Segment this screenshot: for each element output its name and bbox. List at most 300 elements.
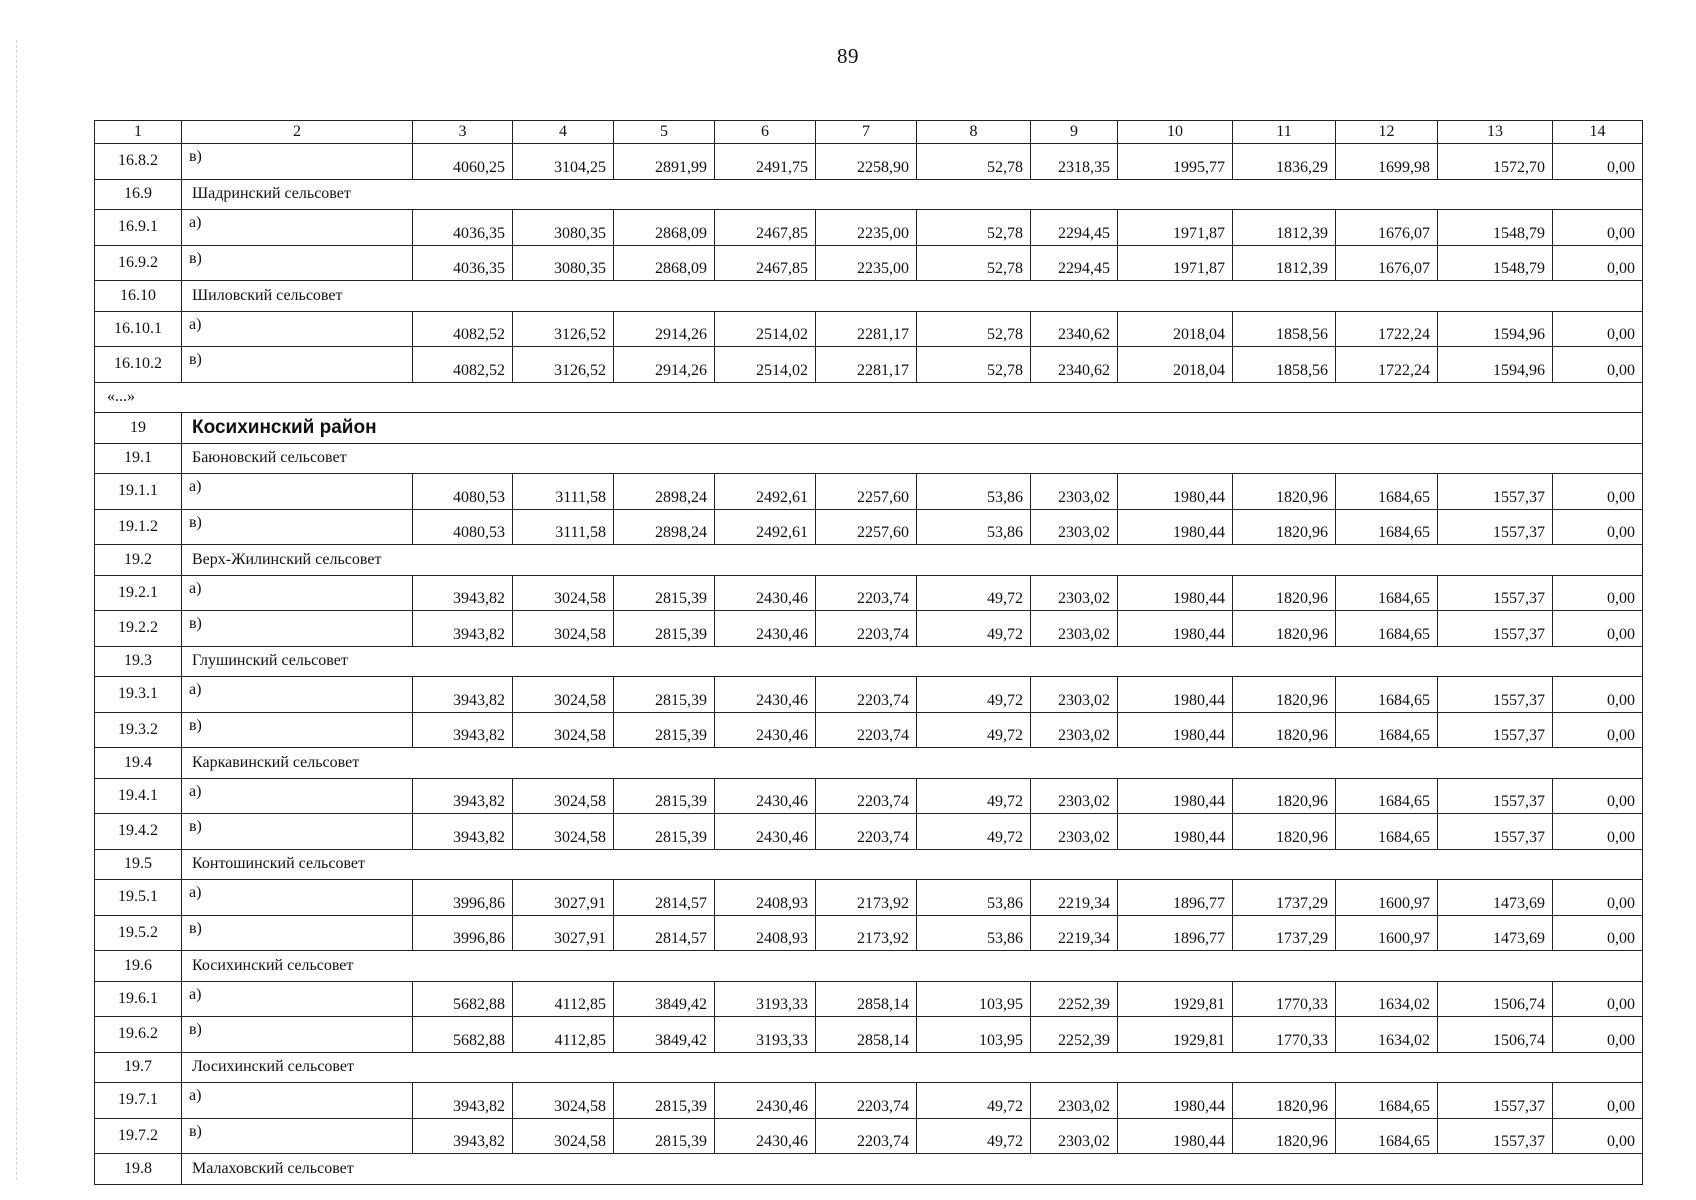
table-row — [95, 1017, 1643, 1053]
value-cell: 3024,58 — [513, 814, 614, 850]
value-cell: 2898,24 — [614, 509, 715, 545]
value-cell: 2203,74 — [816, 1083, 917, 1119]
value-cell: 0,00 — [1553, 611, 1643, 647]
value-cell: 3024,58 — [513, 778, 614, 814]
value-cell: 2815,39 — [614, 611, 715, 647]
value-cell: 4036,35 — [413, 245, 513, 281]
value-cell: 2203,74 — [816, 575, 917, 611]
value-cell: 2318,35 — [1031, 144, 1118, 180]
value-cell: 49,72 — [917, 1118, 1031, 1154]
value-cell: 2235,00 — [816, 210, 917, 246]
value-cell: 2891,99 — [614, 144, 715, 180]
value-cell: 2467,85 — [715, 245, 816, 281]
row-label: а) — [182, 880, 413, 916]
value-cell: 1557,37 — [1438, 575, 1553, 611]
value-cell: 1548,79 — [1438, 245, 1553, 281]
value-cell: 0,00 — [1553, 144, 1643, 180]
value-cell: 2257,60 — [816, 509, 917, 545]
column-number-cell: 13 — [1438, 121, 1553, 144]
ellipsis-row — [95, 382, 1643, 413]
row-number: 19.5.1 — [95, 880, 182, 916]
value-cell: 2492,61 — [715, 509, 816, 545]
value-cell: 1634,02 — [1336, 981, 1438, 1017]
row-number: 19.6.2 — [95, 1017, 182, 1053]
column-number-header-row — [95, 121, 1643, 144]
value-cell: 1557,37 — [1438, 778, 1553, 814]
group-number: 19.4 — [95, 748, 182, 779]
value-cell: 3943,82 — [413, 1118, 513, 1154]
value-cell: 49,72 — [917, 575, 1031, 611]
row-label: в) — [182, 347, 413, 383]
tariff-table — [94, 120, 1643, 1185]
value-cell: 2430,46 — [715, 1118, 816, 1154]
row-number: 19.2.1 — [95, 575, 182, 611]
value-cell: 1929,81 — [1118, 981, 1233, 1017]
row-label: а) — [182, 677, 413, 713]
row-number: 19.3.2 — [95, 712, 182, 748]
column-number-cell: 9 — [1031, 121, 1118, 144]
row-number: 19.6.1 — [95, 981, 182, 1017]
council-header-row — [95, 646, 1643, 677]
value-cell: 1684,65 — [1336, 814, 1438, 850]
value-cell: 0,00 — [1553, 347, 1643, 383]
row-label: а) — [182, 981, 413, 1017]
value-cell: 0,00 — [1553, 509, 1643, 545]
value-cell: 103,95 — [917, 1017, 1031, 1053]
value-cell: 2294,45 — [1031, 245, 1118, 281]
value-cell: 0,00 — [1553, 575, 1643, 611]
row-label: в) — [182, 814, 413, 850]
value-cell: 1684,65 — [1336, 712, 1438, 748]
value-cell: 2408,93 — [715, 915, 816, 951]
row-label: а) — [182, 311, 413, 347]
value-cell: 49,72 — [917, 1083, 1031, 1119]
row-label: в) — [182, 712, 413, 748]
row-label: в) — [182, 915, 413, 951]
value-cell: 3111,58 — [513, 474, 614, 510]
value-cell: 2203,74 — [816, 712, 917, 748]
value-cell: 2868,09 — [614, 245, 715, 281]
table-row — [95, 210, 1643, 246]
value-cell: 2294,45 — [1031, 210, 1118, 246]
value-cell: 2815,39 — [614, 1083, 715, 1119]
value-cell: 3193,33 — [715, 981, 816, 1017]
value-cell: 2303,02 — [1031, 611, 1118, 647]
value-cell: 2173,92 — [816, 915, 917, 951]
value-cell: 1820,96 — [1233, 712, 1336, 748]
row-number: 19.7.1 — [95, 1083, 182, 1119]
value-cell: 1600,97 — [1336, 915, 1438, 951]
value-cell: 2203,74 — [816, 778, 917, 814]
value-cell: 52,78 — [917, 245, 1031, 281]
value-cell: 1820,96 — [1233, 814, 1336, 850]
value-cell: 1684,65 — [1336, 677, 1438, 713]
value-cell: 2815,39 — [614, 575, 715, 611]
value-cell: 1684,65 — [1336, 611, 1438, 647]
value-cell: 1770,33 — [1233, 1017, 1336, 1053]
value-cell: 3996,86 — [413, 880, 513, 916]
value-cell: 2219,34 — [1031, 915, 1118, 951]
value-cell: 1980,44 — [1118, 1083, 1233, 1119]
value-cell: 1548,79 — [1438, 210, 1553, 246]
value-cell: 2430,46 — [715, 712, 816, 748]
value-cell: 52,78 — [917, 144, 1031, 180]
value-cell: 2018,04 — [1118, 311, 1233, 347]
value-cell: 2018,04 — [1118, 347, 1233, 383]
row-label: в) — [182, 509, 413, 545]
value-cell: 2814,57 — [614, 880, 715, 916]
row-number: 16.9.1 — [95, 210, 182, 246]
table-row — [95, 1083, 1643, 1119]
value-cell: 52,78 — [917, 347, 1031, 383]
value-cell: 2203,74 — [816, 677, 917, 713]
value-cell: 1722,24 — [1336, 311, 1438, 347]
row-number: 16.8.2 — [95, 144, 182, 180]
value-cell: 52,78 — [917, 311, 1031, 347]
value-cell: 4080,53 — [413, 474, 513, 510]
column-number-cell: 11 — [1233, 121, 1336, 144]
table-row — [95, 575, 1643, 611]
value-cell: 0,00 — [1553, 814, 1643, 850]
value-cell: 1980,44 — [1118, 575, 1233, 611]
value-cell: 1600,97 — [1336, 880, 1438, 916]
value-cell: 4112,85 — [513, 981, 614, 1017]
council-header-row — [95, 179, 1643, 210]
row-number: 19.5.2 — [95, 915, 182, 951]
value-cell: 2430,46 — [715, 814, 816, 850]
value-cell: 3024,58 — [513, 712, 614, 748]
value-cell: 103,95 — [917, 981, 1031, 1017]
row-label: в) — [182, 1017, 413, 1053]
table-row — [95, 509, 1643, 545]
value-cell: 1820,96 — [1233, 1083, 1336, 1119]
value-cell: 1473,69 — [1438, 880, 1553, 916]
value-cell: 3943,82 — [413, 611, 513, 647]
value-cell: 3080,35 — [513, 245, 614, 281]
value-cell: 3849,42 — [614, 981, 715, 1017]
value-cell: 1820,96 — [1233, 1118, 1336, 1154]
group-number: 19.5 — [95, 849, 182, 880]
group-title: Косихинский сельсовет — [182, 951, 1643, 982]
row-number: 19.3.1 — [95, 677, 182, 713]
value-cell: 2303,02 — [1031, 1118, 1118, 1154]
column-number-cell: 14 — [1553, 121, 1643, 144]
column-number-cell: 3 — [413, 121, 513, 144]
value-cell: 2340,62 — [1031, 311, 1118, 347]
column-number-cell: 5 — [614, 121, 715, 144]
value-cell: 3024,58 — [513, 1118, 614, 1154]
value-cell: 2430,46 — [715, 778, 816, 814]
value-cell: 0,00 — [1553, 1017, 1643, 1053]
table-row — [95, 611, 1643, 647]
column-number-cell: 1 — [95, 121, 182, 144]
value-cell: 49,72 — [917, 677, 1031, 713]
value-cell: 1812,39 — [1233, 245, 1336, 281]
value-cell: 3996,86 — [413, 915, 513, 951]
value-cell: 1980,44 — [1118, 611, 1233, 647]
value-cell: 2815,39 — [614, 677, 715, 713]
column-number-cell: 2 — [182, 121, 413, 144]
value-cell: 3027,91 — [513, 915, 614, 951]
value-cell: 2514,02 — [715, 347, 816, 383]
value-cell: 2203,74 — [816, 814, 917, 850]
value-cell: 1820,96 — [1233, 677, 1336, 713]
group-title: Малаховский сельсовет — [182, 1154, 1643, 1185]
value-cell: 1557,37 — [1438, 677, 1553, 713]
value-cell: 1812,39 — [1233, 210, 1336, 246]
row-label: в) — [182, 144, 413, 180]
group-number: 16.10 — [95, 281, 182, 312]
council-header-row — [95, 951, 1643, 982]
value-cell: 1820,96 — [1233, 575, 1336, 611]
table-row — [95, 915, 1643, 951]
value-cell: 1980,44 — [1118, 677, 1233, 713]
table-row — [95, 474, 1643, 510]
value-cell: 2914,26 — [614, 347, 715, 383]
row-label: а) — [182, 474, 413, 510]
value-cell: 1980,44 — [1118, 712, 1233, 748]
table-row — [95, 981, 1643, 1017]
value-cell: 0,00 — [1553, 981, 1643, 1017]
row-number: 19.4.2 — [95, 814, 182, 850]
value-cell: 2303,02 — [1031, 778, 1118, 814]
value-cell: 1995,77 — [1118, 144, 1233, 180]
value-cell: 1557,37 — [1438, 611, 1553, 647]
value-cell: 2303,02 — [1031, 509, 1118, 545]
value-cell: 2252,39 — [1031, 1017, 1118, 1053]
value-cell: 0,00 — [1553, 474, 1643, 510]
value-cell: 4112,85 — [513, 1017, 614, 1053]
value-cell: 0,00 — [1553, 311, 1643, 347]
value-cell: 53,86 — [917, 880, 1031, 916]
value-cell: 1634,02 — [1336, 1017, 1438, 1053]
table-row — [95, 311, 1643, 347]
value-cell: 2303,02 — [1031, 814, 1118, 850]
row-label: а) — [182, 1083, 413, 1119]
value-cell: 1506,74 — [1438, 1017, 1553, 1053]
value-cell: 1980,44 — [1118, 1118, 1233, 1154]
value-cell: 2492,61 — [715, 474, 816, 510]
value-cell: 1594,96 — [1438, 311, 1553, 347]
value-cell: 2303,02 — [1031, 474, 1118, 510]
value-cell: 1684,65 — [1336, 1118, 1438, 1154]
scan-edge-line — [16, 40, 17, 1180]
value-cell: 2491,75 — [715, 144, 816, 180]
group-number: 19.6 — [95, 951, 182, 982]
value-cell: 0,00 — [1553, 1083, 1643, 1119]
value-cell: 1676,07 — [1336, 245, 1438, 281]
value-cell: 1820,96 — [1233, 611, 1336, 647]
row-label: а) — [182, 778, 413, 814]
council-header-row — [95, 443, 1643, 474]
value-cell: 3024,58 — [513, 611, 614, 647]
value-cell: 52,78 — [917, 210, 1031, 246]
value-cell: 3193,33 — [715, 1017, 816, 1053]
table-row — [95, 144, 1643, 180]
group-title: Шиловский сельсовет — [182, 281, 1643, 312]
value-cell: 4082,52 — [413, 347, 513, 383]
group-number: 19.1 — [95, 443, 182, 474]
row-number: 16.10.2 — [95, 347, 182, 383]
value-cell: 1473,69 — [1438, 915, 1553, 951]
row-number: 16.10.1 — [95, 311, 182, 347]
column-number-cell: 8 — [917, 121, 1031, 144]
group-number: 19 — [95, 413, 182, 444]
ellipsis-text: «...» — [95, 382, 1643, 413]
value-cell: 1929,81 — [1118, 1017, 1233, 1053]
value-cell: 4036,35 — [413, 210, 513, 246]
table-row — [95, 245, 1643, 281]
value-cell: 1858,56 — [1233, 347, 1336, 383]
value-cell: 5682,88 — [413, 981, 513, 1017]
value-cell: 5682,88 — [413, 1017, 513, 1053]
group-number: 19.2 — [95, 545, 182, 576]
row-number: 19.7.2 — [95, 1118, 182, 1154]
value-cell: 3024,58 — [513, 575, 614, 611]
table-row — [95, 778, 1643, 814]
value-cell: 1557,37 — [1438, 474, 1553, 510]
value-cell: 2430,46 — [715, 575, 816, 611]
council-header-row — [95, 545, 1643, 576]
value-cell: 1737,29 — [1233, 915, 1336, 951]
value-cell: 53,86 — [917, 915, 1031, 951]
value-cell: 3080,35 — [513, 210, 614, 246]
value-cell: 0,00 — [1553, 778, 1643, 814]
table-row — [95, 712, 1643, 748]
group-title: Лосихинский сельсовет — [182, 1052, 1643, 1083]
value-cell: 1770,33 — [1233, 981, 1336, 1017]
value-cell: 2173,92 — [816, 880, 917, 916]
value-cell: 3024,58 — [513, 1083, 614, 1119]
value-cell: 2868,09 — [614, 210, 715, 246]
column-number-cell: 12 — [1336, 121, 1438, 144]
value-cell: 1557,37 — [1438, 712, 1553, 748]
value-cell: 4080,53 — [413, 509, 513, 545]
value-cell: 3943,82 — [413, 712, 513, 748]
row-number: 19.1.2 — [95, 509, 182, 545]
value-cell: 49,72 — [917, 611, 1031, 647]
value-cell: 49,72 — [917, 712, 1031, 748]
value-cell: 1722,24 — [1336, 347, 1438, 383]
value-cell: 1896,77 — [1118, 915, 1233, 951]
group-title: Баюновский сельсовет — [182, 443, 1643, 474]
value-cell: 2252,39 — [1031, 981, 1118, 1017]
value-cell: 2430,46 — [715, 611, 816, 647]
value-cell: 1699,98 — [1336, 144, 1438, 180]
value-cell: 2203,74 — [816, 1118, 917, 1154]
group-title: Шадринский сельсовет — [182, 179, 1643, 210]
value-cell: 1980,44 — [1118, 814, 1233, 850]
value-cell: 3943,82 — [413, 814, 513, 850]
value-cell: 2858,14 — [816, 1017, 917, 1053]
group-title: Косихинский район — [182, 413, 1643, 444]
table-row — [95, 1118, 1643, 1154]
row-label: в) — [182, 245, 413, 281]
value-cell: 1684,65 — [1336, 575, 1438, 611]
row-label: а) — [182, 210, 413, 246]
value-cell: 2303,02 — [1031, 712, 1118, 748]
value-cell: 0,00 — [1553, 677, 1643, 713]
value-cell: 2281,17 — [816, 347, 917, 383]
value-cell: 2858,14 — [816, 981, 917, 1017]
value-cell: 1557,37 — [1438, 814, 1553, 850]
row-number: 19.4.1 — [95, 778, 182, 814]
row-number: 19.2.2 — [95, 611, 182, 647]
value-cell: 2303,02 — [1031, 677, 1118, 713]
value-cell: 2815,39 — [614, 778, 715, 814]
value-cell: 1980,44 — [1118, 778, 1233, 814]
value-cell: 53,86 — [917, 474, 1031, 510]
row-label: в) — [182, 1118, 413, 1154]
value-cell: 2203,74 — [816, 611, 917, 647]
value-cell: 3111,58 — [513, 509, 614, 545]
value-cell: 1684,65 — [1336, 509, 1438, 545]
value-cell: 1820,96 — [1233, 474, 1336, 510]
value-cell: 0,00 — [1553, 880, 1643, 916]
value-cell: 1684,65 — [1336, 1083, 1438, 1119]
value-cell: 2219,34 — [1031, 880, 1118, 916]
value-cell: 3126,52 — [513, 347, 614, 383]
group-title: Каркавинский сельсовет — [182, 748, 1643, 779]
value-cell: 2258,90 — [816, 144, 917, 180]
value-cell: 1594,96 — [1438, 347, 1553, 383]
value-cell: 49,72 — [917, 778, 1031, 814]
value-cell: 2257,60 — [816, 474, 917, 510]
value-cell: 4060,25 — [413, 144, 513, 180]
group-title: Глушинский сельсовет — [182, 646, 1643, 677]
value-cell: 2303,02 — [1031, 575, 1118, 611]
value-cell: 0,00 — [1553, 210, 1643, 246]
row-number: 16.9.2 — [95, 245, 182, 281]
page-number: 89 — [837, 44, 859, 68]
group-number: 19.7 — [95, 1052, 182, 1083]
column-number-cell: 4 — [513, 121, 614, 144]
council-header-row — [95, 1154, 1643, 1185]
value-cell: 2430,46 — [715, 1083, 816, 1119]
value-cell: 0,00 — [1553, 915, 1643, 951]
value-cell: 1557,37 — [1438, 509, 1553, 545]
value-cell: 2303,02 — [1031, 1083, 1118, 1119]
row-label: в) — [182, 611, 413, 647]
group-number: 19.3 — [95, 646, 182, 677]
value-cell: 2514,02 — [715, 311, 816, 347]
group-number: 16.9 — [95, 179, 182, 210]
table-row — [95, 677, 1643, 713]
value-cell: 1820,96 — [1233, 778, 1336, 814]
value-cell: 2340,62 — [1031, 347, 1118, 383]
value-cell: 2467,85 — [715, 210, 816, 246]
value-cell: 3943,82 — [413, 677, 513, 713]
value-cell: 3104,25 — [513, 144, 614, 180]
value-cell: 0,00 — [1553, 712, 1643, 748]
district-header-row — [95, 413, 1643, 444]
value-cell: 1896,77 — [1118, 880, 1233, 916]
value-cell: 1572,70 — [1438, 144, 1553, 180]
council-header-row — [95, 849, 1643, 880]
value-cell: 2815,39 — [614, 1118, 715, 1154]
value-cell: 53,86 — [917, 509, 1031, 545]
value-cell: 3849,42 — [614, 1017, 715, 1053]
council-header-row — [95, 281, 1643, 312]
table-row — [95, 814, 1643, 850]
value-cell: 4082,52 — [413, 311, 513, 347]
value-cell: 49,72 — [917, 814, 1031, 850]
column-number-cell: 6 — [715, 121, 816, 144]
value-cell: 2815,39 — [614, 712, 715, 748]
value-cell: 2281,17 — [816, 311, 917, 347]
value-cell: 1676,07 — [1336, 210, 1438, 246]
value-cell: 1836,29 — [1233, 144, 1336, 180]
